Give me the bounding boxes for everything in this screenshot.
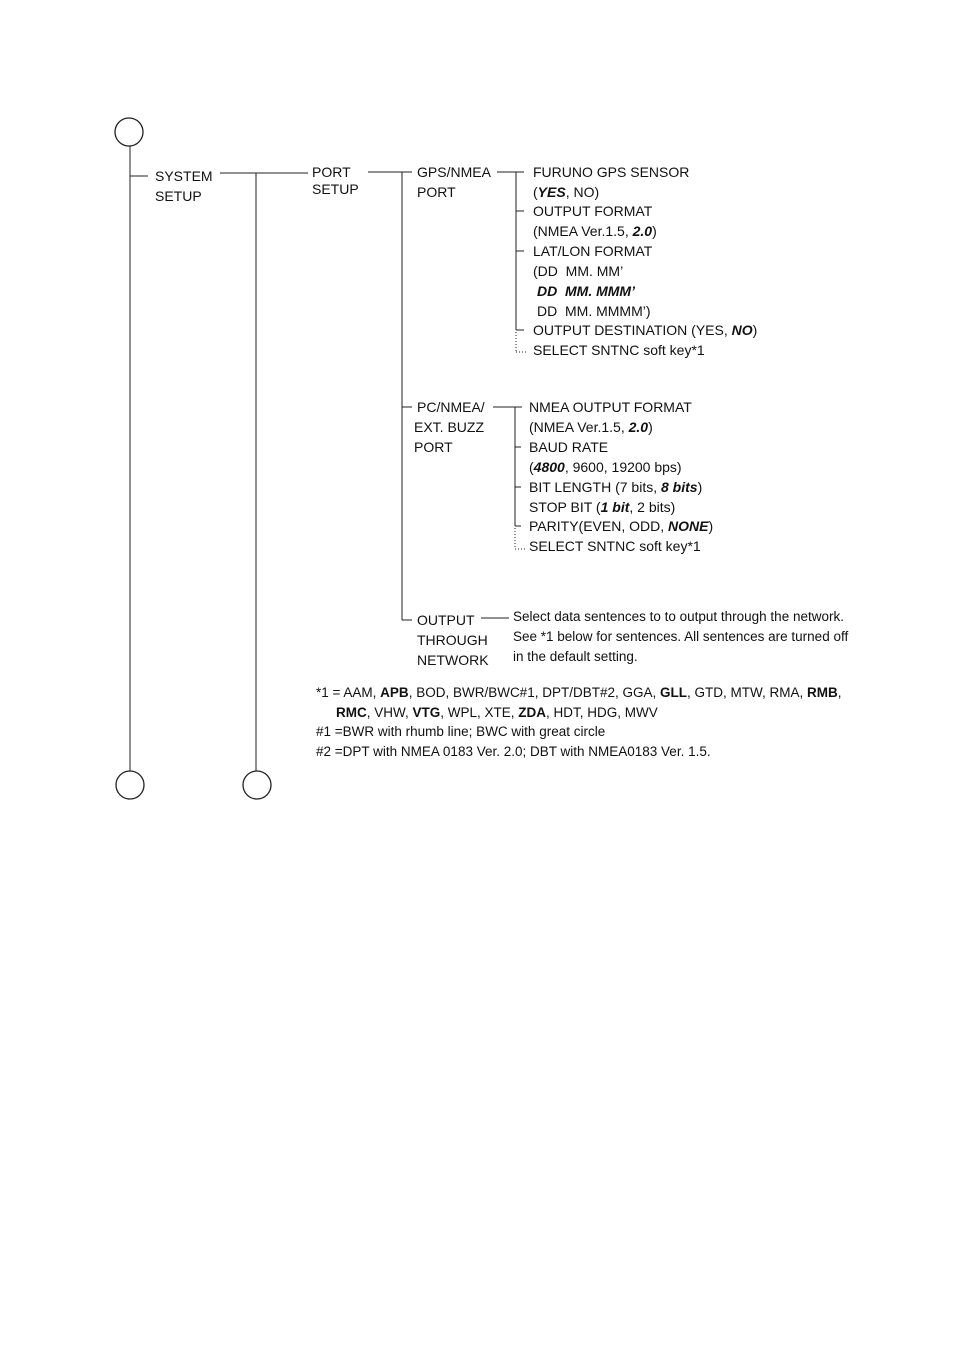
select-sntnc-softkey-item-2: SELECT SNTNC soft key*1 <box>529 538 701 554</box>
footnote-1-continued: RMC, VHW, VTG, WPL, XTE, ZDA, HDT, HDG, MWV <box>336 705 658 720</box>
output-format-item: OUTPUT FORMAT <box>533 203 653 219</box>
bit-length-item: BIT LENGTH (7 bits, 8 bits) <box>529 479 703 495</box>
connector-circle-bottom-left <box>116 771 144 799</box>
network-description: Select data sentences to to output through the network. See *1 below for sentences. All sentences are turned off in the default setting. <box>513 609 849 664</box>
system-setup-label: SYSTEM SETUP <box>155 168 213 204</box>
furuno-gps-sensor-options: (YES, NO) <box>533 184 600 200</box>
baud-rate-item: BAUD RATE <box>529 439 609 455</box>
output-format-options: (NMEA Ver.1.5, 2.0) <box>533 223 657 239</box>
lat-lon-format-item: LAT/LON FORMAT <box>533 243 653 259</box>
pc-nmea-ext-buzz-port-label: PC/NMEA/ EXT. BUZZ PORT <box>414 399 485 455</box>
footnote-2: #1 =BWR with rhumb line; BWC with great circle <box>316 724 606 739</box>
baud-rate-options: (4800, 9600, 19200 bps) <box>529 459 682 475</box>
output-through-network-label: OUTPUT THROUGH NETWORK <box>417 612 489 668</box>
gps-nmea-port-label: GPS/NMEA PORT <box>417 164 491 200</box>
footnote-3: #2 =DPT with NMEA 0183 Ver. 2.0; DBT with NMEA0183 Ver. 1.5. <box>316 744 711 759</box>
stop-bit-item: STOP BIT (1 bit, 2 bits) <box>529 499 676 515</box>
output-destination-item: OUTPUT DESTINATION (YES, NO) <box>533 322 758 338</box>
lat-lon-option-3: DD MM. MMMM’) <box>537 303 651 319</box>
parity-item: PARITY(EVEN, ODD, NONE) <box>529 518 714 534</box>
nmea-output-format-item: NMEA OUTPUT FORMAT <box>529 399 692 415</box>
select-sntnc-softkey-item: SELECT SNTNC soft key*1 <box>533 342 705 358</box>
connector-circle-bottom-right <box>243 771 271 799</box>
footnote-1: *1 = AAM, APB, BOD, BWR/BWC#1, DPT/DBT#2, GGA, GLL, GTD, MTW, RMA, RMB, <box>316 685 842 700</box>
lat-lon-option-2-default: DD MM. MMM’ <box>537 283 635 299</box>
port-setup-label: PORT SETUP <box>312 164 359 197</box>
lat-lon-option-1: (DD MM. MM’ <box>533 263 624 279</box>
connector-circle-top <box>115 118 143 146</box>
furuno-gps-sensor-item: FURUNO GPS SENSOR <box>533 164 690 180</box>
nmea-output-format-options: (NMEA Ver.1.5, 2.0) <box>529 419 653 435</box>
